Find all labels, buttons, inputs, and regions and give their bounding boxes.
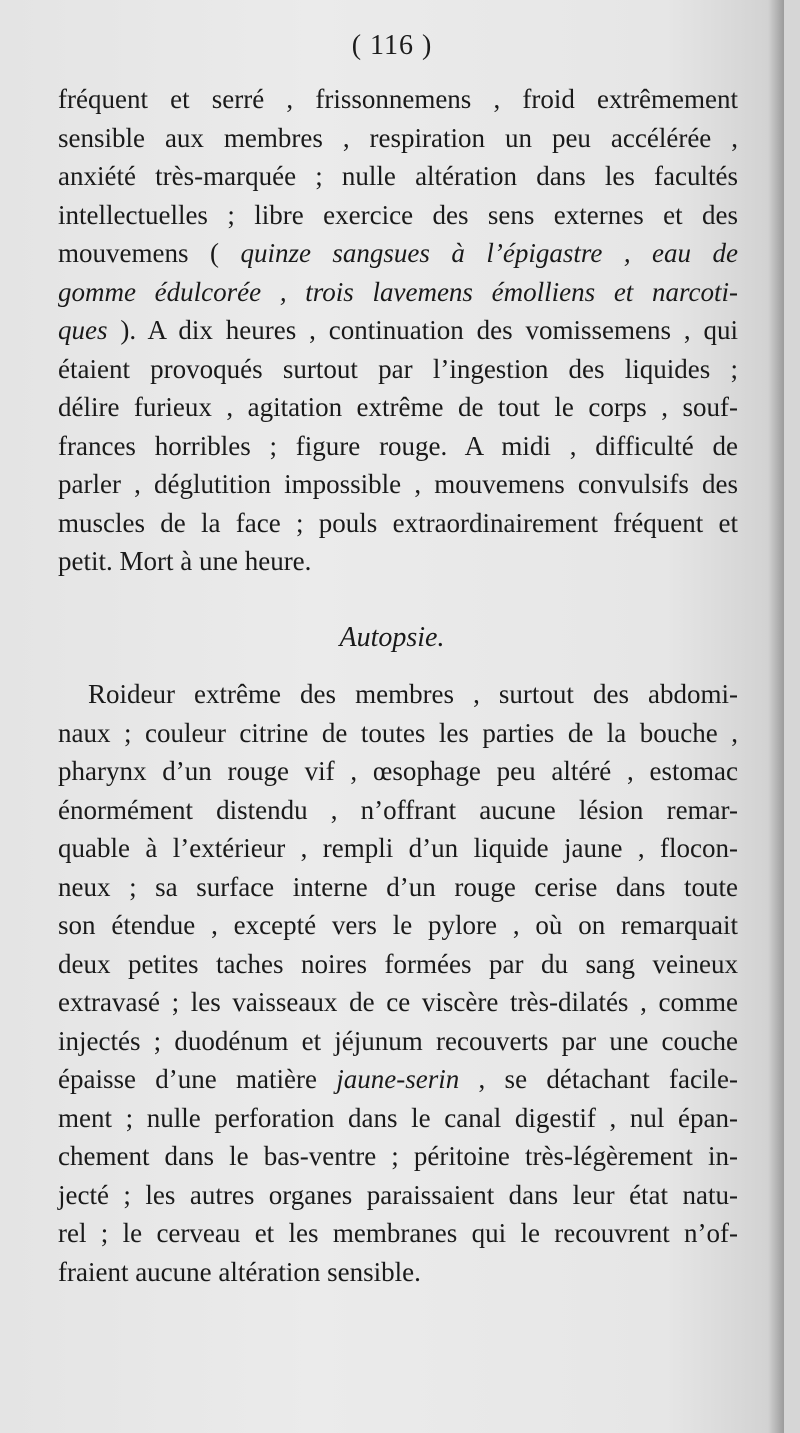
text-line — [58, 157, 738, 196]
text-line — [58, 542, 738, 581]
text-line — [58, 1214, 738, 1253]
text-run: énormément distendu , n’offrant aucune lésion remar- — [58, 794, 738, 825]
text-run: étaient provoqués surtout par l’ingestion des liquides ; — [58, 353, 738, 384]
italic-run: ques — [58, 315, 108, 345]
page-edge-shadow — [768, 0, 784, 1433]
text-run: deux petites taches noires formées par du sang veineux — [58, 948, 738, 979]
text-run: chement dans le bas-ventre ; péritoine très-légèrement in- — [58, 1141, 738, 1171]
text-line — [58, 350, 738, 389]
italic-run: gomme édulcorée , trois lavemens émolliens et narcoti- — [58, 276, 738, 307]
text-line — [58, 1253, 738, 1292]
text-line — [58, 465, 738, 504]
text-run: fraient aucune altération sensible. — [58, 1256, 421, 1287]
text-run: son étendue , excepté vers le pylore , où on remarquait — [58, 910, 738, 940]
text-line — [58, 504, 738, 543]
text-line — [58, 945, 738, 984]
text-line — [58, 80, 738, 119]
text-line — [58, 906, 738, 945]
text-run: pharynx d’un rouge vif , œsophage peu altéré , estomac — [58, 756, 738, 786]
text-run: délire furieux , agitation extrême de tout le corps , souf- — [58, 392, 738, 422]
italic-run: jaune-serin — [336, 1064, 460, 1094]
text-run: ment ; nulle perforation dans le canal digestif , nul épan- — [58, 1102, 738, 1133]
text-run: fréquent et serré , frissonnemens , froid extrêmement — [58, 84, 738, 114]
text-run: parler , déglutition impossible , mouvemens convulsifs des — [58, 469, 738, 499]
text-run: ). A dix heures , continuation des vomissemens , qui — [107, 315, 738, 345]
text-line — [58, 868, 738, 907]
text-run: mouvemens ( — [58, 238, 241, 268]
text-run: , se détachant facile- — [459, 1064, 738, 1094]
text-run: frances horribles ; figure rouge. A midi , difficulté de — [58, 430, 738, 461]
text-run: neux ; sa surface interne d’un rouge cerise dans toute — [58, 871, 738, 902]
text-run: muscles de la face ; pouls extraordinairement fréquent et — [58, 507, 738, 538]
text-run: épaisse d’une matière — [58, 1064, 337, 1094]
text-line — [58, 1176, 738, 1215]
text-line — [58, 388, 738, 427]
text-line — [58, 427, 738, 466]
text-run: anxiété très-marquée ; nulle altération dans les facultés — [58, 161, 738, 191]
text-line — [58, 311, 738, 350]
text-line — [58, 752, 738, 791]
text-run: petit. Mort à une heure. — [58, 546, 312, 576]
text-line — [58, 829, 738, 868]
paragraph-autopsy — [58, 675, 738, 1291]
text-run: naux ; couleur citrine de toutes les parties de la bouche , — [58, 717, 738, 748]
text-line — [58, 1022, 738, 1061]
paragraph-observation — [58, 80, 738, 581]
text-line — [58, 1099, 738, 1138]
text-run: injectés ; duodénum et jéjunum recouverts par une couche — [58, 1025, 738, 1056]
text-run: rel ; le cerveau et les membranes qui le recouvrent n’of- — [58, 1218, 738, 1248]
text-line — [58, 1137, 738, 1176]
text-line — [58, 1060, 738, 1099]
text-run: quable à l’extérieur , rempli d’un liquide jaune , flocon- — [58, 833, 738, 863]
text-line — [58, 119, 738, 158]
text-run: intellectuelles ; libre exercice des sens externes et des — [58, 199, 738, 230]
text-line — [58, 196, 738, 235]
text-line — [58, 675, 738, 714]
text-line — [58, 983, 738, 1022]
text-line — [58, 273, 738, 312]
section-heading: Autopsie. — [339, 622, 445, 653]
text-run: extravasé ; les vaisseaux de ce viscère très-dilatés , comme — [58, 987, 738, 1017]
text-run: Roideur extrême des membres , surtout des abdomi- — [88, 679, 738, 709]
page-number: ( 116 ) — [351, 30, 433, 61]
text-line — [58, 791, 738, 830]
italic-run: quinze sangsues à l’épigastre , eau de — [240, 238, 738, 268]
text-line — [58, 714, 738, 753]
text-run: jecté ; les autres organes paraissaient dans leur état natu- — [58, 1179, 738, 1210]
text-line — [58, 234, 738, 273]
text-run: sensible aux membres , respiration un peu accélérée , — [58, 122, 738, 153]
